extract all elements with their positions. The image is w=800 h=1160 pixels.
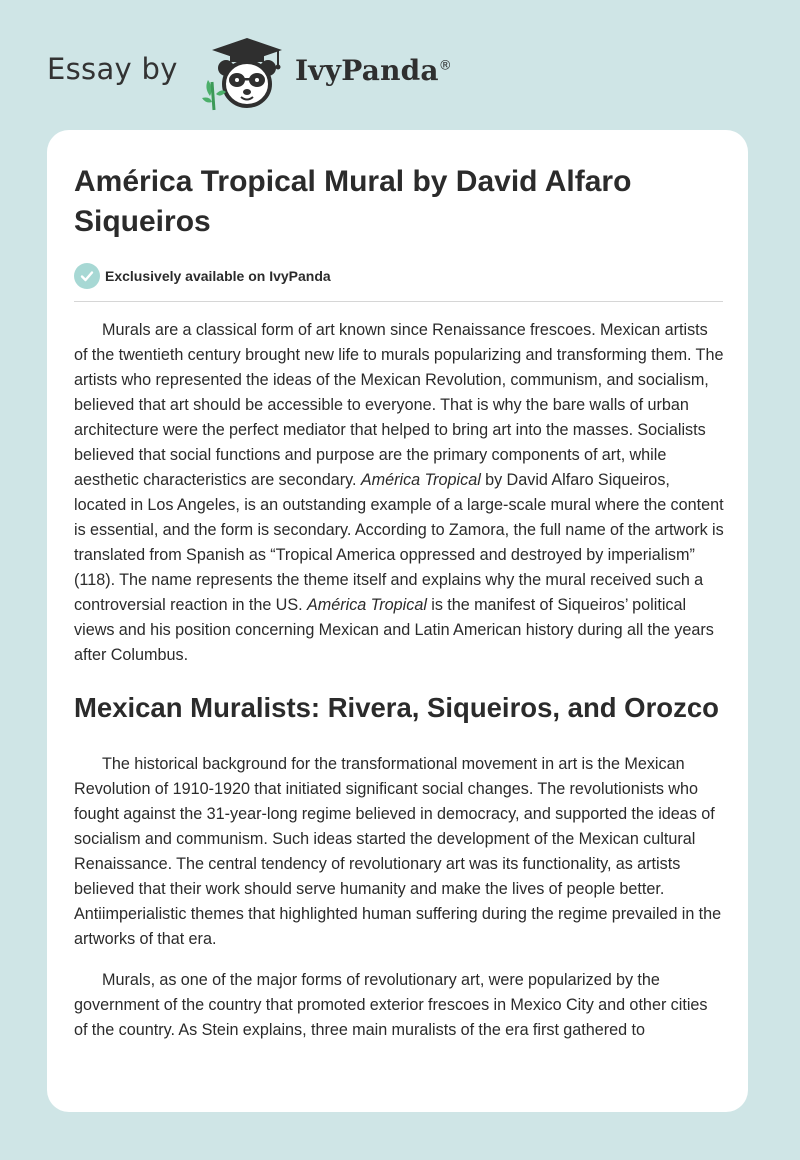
divider <box>74 301 723 302</box>
article-title: América Tropical Mural by David Alfaro Siqueiros <box>74 165 632 238</box>
exclusive-badge <box>74 262 724 290</box>
panda-logo-icon[interactable] <box>202 36 292 112</box>
section-heading: Mexican Muralists: Rivera, Siqueiros, and Orozco <box>74 692 719 723</box>
registered-mark: ® <box>438 58 452 74</box>
brand-name[interactable]: IvyPanda® <box>295 54 452 87</box>
paragraph-intro: Murals are a classical form of art known since Renaissance frescoes. Mexican artists of the twentieth century brought new life to murals popularizing and transforming them. The artists who represented the ideas of the Mexican Revolution, communism, and socialism, believed that art should be accessible to everyone. That is why the bare walls of urban architecture were the perfect mediator that helped to bring art into the masses. Socialists believed that social functions and purpose are the primary components of art, while aesthetic characteristics are secondary. América Tropical by David Alfaro Siqueiros, located in Los Angeles, is an outstanding example of a large-scale mural where the content is essential, and the form is secondary. According to Zamora, the full name of the artwork is translated from Spanish as “Tropical America oppressed and destroyed by imperialism” (118). The name represents the theme itself and explains why the mural received such a controversial reaction in the US. América Tropical is the manifest of Siqueiros’ political views and his position concerning Mexican and Latin American history during all the years after Columbus. <box>74 321 724 664</box>
brand-header <box>47 34 467 114</box>
article-content <box>74 162 724 1043</box>
check-icon <box>74 263 100 289</box>
paragraph-murals: Murals, as one of the major forms of revolutionary art, were popularized by the government of the country that promoted exterior frescoes in Mexico City and other cities of the country. As Stein explains, three main muralists of the era first gathered to <box>74 971 708 1039</box>
artwork-title-italic: América Tropical <box>306 596 427 614</box>
artwork-title-italic: América Tropical <box>360 471 481 489</box>
brand-prefix: Essay by <box>47 52 178 86</box>
paragraph-background: The historical background for the transformational movement in art is the Mexican Revolution of 1910-1920 that initiated significant social changes. The revolutionists who fought against the 31-year-long regime believed in democracy, and supported the ideas of socialism and communism. Such ideas started the development of the Mexican cultural Renaissance. The central tendency of revolutionary art was its functionality, as artists believed that their work should serve humanity and make the lives of people better. Antiimperialistic themes that highlighted human suffering during the regime prevailed in the artworks of that era. <box>74 755 722 948</box>
badge-label: Exclusively available on IvyPanda <box>105 268 331 284</box>
article-card <box>47 130 748 1112</box>
